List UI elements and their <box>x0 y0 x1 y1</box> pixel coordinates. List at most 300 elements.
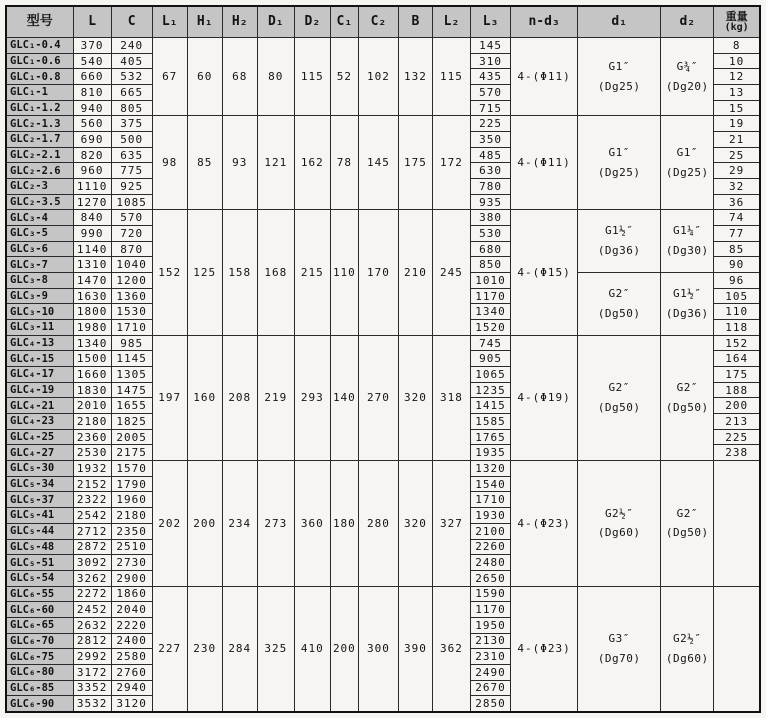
cell-C: 720 <box>111 226 152 242</box>
cell-L3: 530 <box>471 226 511 242</box>
cell-L: 1140 <box>73 241 111 257</box>
cell-C: 1305 <box>111 367 152 383</box>
cell-model: GLC₅-41 <box>6 508 73 524</box>
cell-L: 1310 <box>73 257 111 273</box>
cell-H2: 284 <box>222 586 257 712</box>
cell-C: 3120 <box>111 696 152 712</box>
cell-L3: 350 <box>471 132 511 148</box>
cell-C: 925 <box>111 179 152 195</box>
cell-d1: G1″ (Dg25) <box>578 38 661 116</box>
cell-C: 2510 <box>111 539 152 555</box>
cell-L: 1270 <box>73 194 111 210</box>
cell-C1: 200 <box>330 586 358 712</box>
cell-L: 1800 <box>73 304 111 320</box>
cell-C: 2040 <box>111 602 152 618</box>
cell-H2: 208 <box>222 335 257 460</box>
cell-weight: 105 <box>714 288 760 304</box>
cell-D1: 273 <box>257 461 294 586</box>
cell-B: 320 <box>398 461 432 586</box>
cell-model: GLC₆-85 <box>6 680 73 696</box>
cell-L: 2180 <box>73 414 111 430</box>
cell-C2: 170 <box>358 210 398 335</box>
cell-model: GLC₆-70 <box>6 633 73 649</box>
cell-L: 940 <box>73 100 111 116</box>
cell-model: GLC₄-15 <box>6 351 73 367</box>
cell-model: GLC₅-30 <box>6 461 73 477</box>
cell-weight: 74 <box>714 210 760 226</box>
cell-H2: 234 <box>222 461 257 586</box>
cell-H2: 93 <box>222 116 257 210</box>
cell-model: GLC₄-23 <box>6 414 73 430</box>
table-row <box>6 335 760 351</box>
cell-L1: 227 <box>152 586 187 712</box>
cell-d2: G2″ (Dg50) <box>661 461 714 586</box>
cell-weight: 29 <box>714 163 760 179</box>
cell-model: GLC₂-3 <box>6 179 73 195</box>
cell-L: 1630 <box>73 288 111 304</box>
cell-L: 990 <box>73 226 111 242</box>
cell-C: 1360 <box>111 288 152 304</box>
cell-L3: 2130 <box>471 633 511 649</box>
cell-C2: 280 <box>358 461 398 586</box>
cell-d1: G2″ (Dg50) <box>578 273 661 336</box>
cell-C1: 52 <box>330 38 358 116</box>
col-header-model: 型号 <box>6 6 73 38</box>
cell-C1: 180 <box>330 461 358 586</box>
cell-C: 570 <box>111 210 152 226</box>
cell-model: GLC₂-1.3 <box>6 116 73 132</box>
cell-model: GLC₆-60 <box>6 602 73 618</box>
cell-L3: 1170 <box>471 602 511 618</box>
cell-C2: 270 <box>358 335 398 460</box>
cell-model: GLC₆-90 <box>6 696 73 712</box>
cell-C: 985 <box>111 335 152 351</box>
cell-C: 240 <box>111 38 152 54</box>
cell-d2: G1½″ (Dg36) <box>661 273 714 336</box>
cell-L3: 935 <box>471 194 511 210</box>
cell-C: 2180 <box>111 508 152 524</box>
cell-L: 1980 <box>73 320 111 336</box>
cell-C: 2730 <box>111 555 152 571</box>
cell-d2: G2″ (Dg50) <box>661 335 714 460</box>
cell-L3: 2100 <box>471 523 511 539</box>
cell-D2: 162 <box>294 116 330 210</box>
cell-L: 1830 <box>73 382 111 398</box>
col-header-L2: L₂ <box>432 6 470 38</box>
col-header-L: L <box>73 6 111 38</box>
cell-model: GLC₅-51 <box>6 555 73 571</box>
col-header-d2: d₂ <box>661 6 714 38</box>
cell-model: GLC₂-1.7 <box>6 132 73 148</box>
cell-C: 2400 <box>111 633 152 649</box>
cell-weight: 19 <box>714 116 760 132</box>
col-header-C1: C₁ <box>330 6 358 38</box>
cell-model: GLC₃-6 <box>6 241 73 257</box>
col-header-H1: H₁ <box>187 6 222 38</box>
cell-H1: 125 <box>187 210 222 335</box>
cell-weight: 25 <box>714 147 760 163</box>
cell-model: GLC₄-17 <box>6 367 73 383</box>
cell-L: 3092 <box>73 555 111 571</box>
cell-d1: G2½″ (Dg60) <box>578 461 661 586</box>
cell-model: GLC₃-8 <box>6 273 73 289</box>
cell-L3: 2310 <box>471 649 511 665</box>
cell-C: 2580 <box>111 649 152 665</box>
cell-C: 2175 <box>111 445 152 461</box>
cell-model: GLC₃-5 <box>6 226 73 242</box>
cell-L3: 145 <box>471 38 511 54</box>
cell-L2: 245 <box>432 210 470 335</box>
cell-H1: 85 <box>187 116 222 210</box>
cell-L: 2542 <box>73 508 111 524</box>
cell-model: GLC₅-34 <box>6 476 73 492</box>
cell-model: GLC₄-19 <box>6 382 73 398</box>
cell-model: GLC₆-55 <box>6 586 73 602</box>
cell-weight: 12 <box>714 69 760 85</box>
cell-model: GLC₂-2.1 <box>6 147 73 163</box>
cell-L3: 630 <box>471 163 511 179</box>
cell-L3: 1540 <box>471 476 511 492</box>
cell-C2: 102 <box>358 38 398 116</box>
cell-L1: 67 <box>152 38 187 116</box>
cell-weight: 15 <box>714 100 760 116</box>
cell-B: 132 <box>398 38 432 116</box>
cell-L1: 98 <box>152 116 187 210</box>
cell-L3: 680 <box>471 241 511 257</box>
cell-C: 1200 <box>111 273 152 289</box>
cell-C: 405 <box>111 53 152 69</box>
cell-L3: 2850 <box>471 696 511 712</box>
cell-L2: 327 <box>432 461 470 586</box>
col-header-nd3: n-d₃ <box>511 6 578 38</box>
cell-C1: 140 <box>330 335 358 460</box>
cell-weight: 8 <box>714 38 760 54</box>
cell-weight: 200 <box>714 398 760 414</box>
cell-L1: 152 <box>152 210 187 335</box>
cell-C: 1530 <box>111 304 152 320</box>
cell-C: 1040 <box>111 257 152 273</box>
cell-L: 3172 <box>73 664 111 680</box>
cell-model: GLC₅-37 <box>6 492 73 508</box>
cell-d1: G1″ (Dg25) <box>578 116 661 210</box>
cell-L: 1340 <box>73 335 111 351</box>
col-header-C2: C₂ <box>358 6 398 38</box>
cell-C: 1655 <box>111 398 152 414</box>
cell-L3: 905 <box>471 351 511 367</box>
cell-L: 810 <box>73 85 111 101</box>
cell-C: 2760 <box>111 664 152 680</box>
cell-C: 1710 <box>111 320 152 336</box>
cell-d1: G3″ (Dg70) <box>578 586 661 712</box>
cell-d2: G¾″ (Dg20) <box>661 38 714 116</box>
cell-L: 2360 <box>73 429 111 445</box>
cell-L: 560 <box>73 116 111 132</box>
cell-weight: 77 <box>714 226 760 242</box>
cell-D2: 293 <box>294 335 330 460</box>
cell-L3: 1590 <box>471 586 511 602</box>
cell-C: 2900 <box>111 570 152 586</box>
cell-L3: 485 <box>471 147 511 163</box>
cell-D1: 168 <box>257 210 294 335</box>
cell-weight: 152 <box>714 335 760 351</box>
cell-weight: 213 <box>714 414 760 430</box>
cell-D2: 115 <box>294 38 330 116</box>
col-header-weight: 重量 (kg) <box>714 6 760 38</box>
cell-nd3: 4-(Φ11) <box>511 116 578 210</box>
cell-B: 390 <box>398 586 432 712</box>
cell-weight: 85 <box>714 241 760 257</box>
col-header-H2: H₂ <box>222 6 257 38</box>
cell-model: GLC₆-75 <box>6 649 73 665</box>
cell-weight: 110 <box>714 304 760 320</box>
cell-model: GLC₄-13 <box>6 335 73 351</box>
table-row <box>6 461 760 477</box>
cell-B: 320 <box>398 335 432 460</box>
cell-L3: 2260 <box>471 539 511 555</box>
col-header-B: B <box>398 6 432 38</box>
cell-B: 210 <box>398 210 432 335</box>
cell-L3: 1930 <box>471 508 511 524</box>
cell-L3: 1010 <box>471 273 511 289</box>
cell-L: 3532 <box>73 696 111 712</box>
cell-d1: G1½″ (Dg36) <box>578 210 661 273</box>
cell-L: 2632 <box>73 617 111 633</box>
cell-C: 1085 <box>111 194 152 210</box>
cell-D1: 121 <box>257 116 294 210</box>
cell-C: 1145 <box>111 351 152 367</box>
cell-C: 2220 <box>111 617 152 633</box>
cell-L3: 1170 <box>471 288 511 304</box>
cell-model: GLC₂-2.6 <box>6 163 73 179</box>
cell-C: 1960 <box>111 492 152 508</box>
cell-weight <box>714 586 760 712</box>
cell-L: 2010 <box>73 398 111 414</box>
cell-C: 1790 <box>111 476 152 492</box>
cell-C2: 145 <box>358 116 398 210</box>
cell-L: 540 <box>73 53 111 69</box>
cell-weight: 118 <box>714 320 760 336</box>
cell-L2: 362 <box>432 586 470 712</box>
cell-D1: 219 <box>257 335 294 460</box>
cell-model: GLC₂-3.5 <box>6 194 73 210</box>
cell-nd3: 4-(Φ11) <box>511 38 578 116</box>
cell-C: 500 <box>111 132 152 148</box>
cell-L: 2272 <box>73 586 111 602</box>
cell-L: 1470 <box>73 273 111 289</box>
cell-C: 1825 <box>111 414 152 430</box>
cell-C1: 78 <box>330 116 358 210</box>
cell-C: 2350 <box>111 523 152 539</box>
cell-L: 660 <box>73 69 111 85</box>
cell-nd3: 4-(Φ23) <box>511 586 578 712</box>
cell-D1: 325 <box>257 586 294 712</box>
cell-weight: 225 <box>714 429 760 445</box>
col-header-L3: L₃ <box>471 6 511 38</box>
cell-C: 2940 <box>111 680 152 696</box>
cell-L3: 380 <box>471 210 511 226</box>
cell-model: GLC₄-25 <box>6 429 73 445</box>
cell-L: 840 <box>73 210 111 226</box>
cell-L3: 715 <box>471 100 511 116</box>
cell-weight: 10 <box>714 53 760 69</box>
cell-L3: 2650 <box>471 570 511 586</box>
cell-C2: 300 <box>358 586 398 712</box>
cell-d2: G1″ (Dg25) <box>661 116 714 210</box>
cell-weight: 21 <box>714 132 760 148</box>
cell-C: 805 <box>111 100 152 116</box>
table-row <box>6 116 760 132</box>
cell-model: GLC₃-10 <box>6 304 73 320</box>
cell-L3: 435 <box>471 69 511 85</box>
cell-weight <box>714 461 760 586</box>
cell-L3: 225 <box>471 116 511 132</box>
cell-weight: 90 <box>714 257 760 273</box>
cell-D1: 80 <box>257 38 294 116</box>
cell-D2: 360 <box>294 461 330 586</box>
cell-L1: 202 <box>152 461 187 586</box>
cell-model: GLC₃-7 <box>6 257 73 273</box>
cell-L3: 1065 <box>471 367 511 383</box>
cell-L: 2992 <box>73 649 111 665</box>
cell-C: 375 <box>111 116 152 132</box>
cell-L2: 115 <box>432 38 470 116</box>
cell-L: 2452 <box>73 602 111 618</box>
cell-L3: 310 <box>471 53 511 69</box>
cell-model: GLC₅-48 <box>6 539 73 555</box>
cell-L: 370 <box>73 38 111 54</box>
cell-H1: 200 <box>187 461 222 586</box>
table-row <box>6 38 760 54</box>
cell-L3: 780 <box>471 179 511 195</box>
cell-C: 1570 <box>111 461 152 477</box>
cell-weight: 175 <box>714 367 760 383</box>
cell-L3: 1950 <box>471 617 511 633</box>
cell-L: 3262 <box>73 570 111 586</box>
cell-model: GLC₅-44 <box>6 523 73 539</box>
cell-model: GLC₁-0.4 <box>6 38 73 54</box>
col-header-D2: D₂ <box>294 6 330 38</box>
cell-weight: 96 <box>714 273 760 289</box>
cell-L3: 2480 <box>471 555 511 571</box>
cell-L3: 745 <box>471 335 511 351</box>
cell-L3: 1320 <box>471 461 511 477</box>
cell-model: GLC₃-11 <box>6 320 73 336</box>
cell-H1: 160 <box>187 335 222 460</box>
cell-L3: 1765 <box>471 429 511 445</box>
cell-L: 2152 <box>73 476 111 492</box>
cell-D2: 215 <box>294 210 330 335</box>
cell-model: GLC₁-1.2 <box>6 100 73 116</box>
cell-H2: 158 <box>222 210 257 335</box>
cell-C: 870 <box>111 241 152 257</box>
cell-model: GLC₆-65 <box>6 617 73 633</box>
cell-weight: 32 <box>714 179 760 195</box>
cell-nd3: 4-(Φ23) <box>511 461 578 586</box>
cell-L: 1932 <box>73 461 111 477</box>
cell-C: 532 <box>111 69 152 85</box>
cell-d2: G1¼″ (Dg30) <box>661 210 714 273</box>
cell-L3: 1520 <box>471 320 511 336</box>
cell-L: 820 <box>73 147 111 163</box>
cell-L3: 1710 <box>471 492 511 508</box>
cell-L: 2530 <box>73 445 111 461</box>
col-header-C: C <box>111 6 152 38</box>
cell-model: GLC₁-0.6 <box>6 53 73 69</box>
cell-L3: 1235 <box>471 382 511 398</box>
cell-weight: 238 <box>714 445 760 461</box>
table-row <box>6 586 760 602</box>
table-body <box>6 38 760 713</box>
cell-C: 635 <box>111 147 152 163</box>
cell-model: GLC₃-4 <box>6 210 73 226</box>
header-row <box>6 6 760 38</box>
cell-L2: 318 <box>432 335 470 460</box>
col-header-d1: d₁ <box>578 6 661 38</box>
table-row <box>6 210 760 226</box>
cell-L: 2872 <box>73 539 111 555</box>
cell-L3: 2670 <box>471 680 511 696</box>
cell-model: GLC₄-27 <box>6 445 73 461</box>
cell-L3: 1935 <box>471 445 511 461</box>
cell-L: 2712 <box>73 523 111 539</box>
cell-L: 1660 <box>73 367 111 383</box>
cell-C: 1475 <box>111 382 152 398</box>
cell-L: 1500 <box>73 351 111 367</box>
cell-B: 175 <box>398 116 432 210</box>
cell-L3: 570 <box>471 85 511 101</box>
table-header <box>6 6 760 38</box>
cell-L3: 1415 <box>471 398 511 414</box>
cell-H1: 230 <box>187 586 222 712</box>
cell-L: 1110 <box>73 179 111 195</box>
col-header-D1: D₁ <box>257 6 294 38</box>
cell-C1: 110 <box>330 210 358 335</box>
cell-L: 690 <box>73 132 111 148</box>
cell-model: GLC₄-21 <box>6 398 73 414</box>
cell-C: 775 <box>111 163 152 179</box>
cell-d2: G2½″ (Dg60) <box>661 586 714 712</box>
cell-L2: 172 <box>432 116 470 210</box>
spec-table <box>5 5 761 713</box>
cell-L: 960 <box>73 163 111 179</box>
cell-C: 1860 <box>111 586 152 602</box>
cell-model: GLC₅-54 <box>6 570 73 586</box>
cell-model: GLC₃-9 <box>6 288 73 304</box>
cell-L3: 1585 <box>471 414 511 430</box>
cell-weight: 36 <box>714 194 760 210</box>
cell-model: GLC₆-80 <box>6 664 73 680</box>
cell-H1: 60 <box>187 38 222 116</box>
cell-weight: 188 <box>714 382 760 398</box>
cell-weight: 164 <box>714 351 760 367</box>
cell-nd3: 4-(Φ15) <box>511 210 578 335</box>
cell-L: 2322 <box>73 492 111 508</box>
cell-C: 2005 <box>111 429 152 445</box>
cell-nd3: 4-(Φ19) <box>511 335 578 460</box>
col-header-L1: L₁ <box>152 6 187 38</box>
cell-L: 3352 <box>73 680 111 696</box>
cell-weight: 13 <box>714 85 760 101</box>
cell-H2: 68 <box>222 38 257 116</box>
cell-d1: G2″ (Dg50) <box>578 335 661 460</box>
cell-model: GLC₁-0.8 <box>6 69 73 85</box>
cell-C: 665 <box>111 85 152 101</box>
cell-L1: 197 <box>152 335 187 460</box>
cell-D2: 410 <box>294 586 330 712</box>
cell-L3: 1340 <box>471 304 511 320</box>
cell-model: GLC₁-1 <box>6 85 73 101</box>
cell-L3: 2490 <box>471 664 511 680</box>
